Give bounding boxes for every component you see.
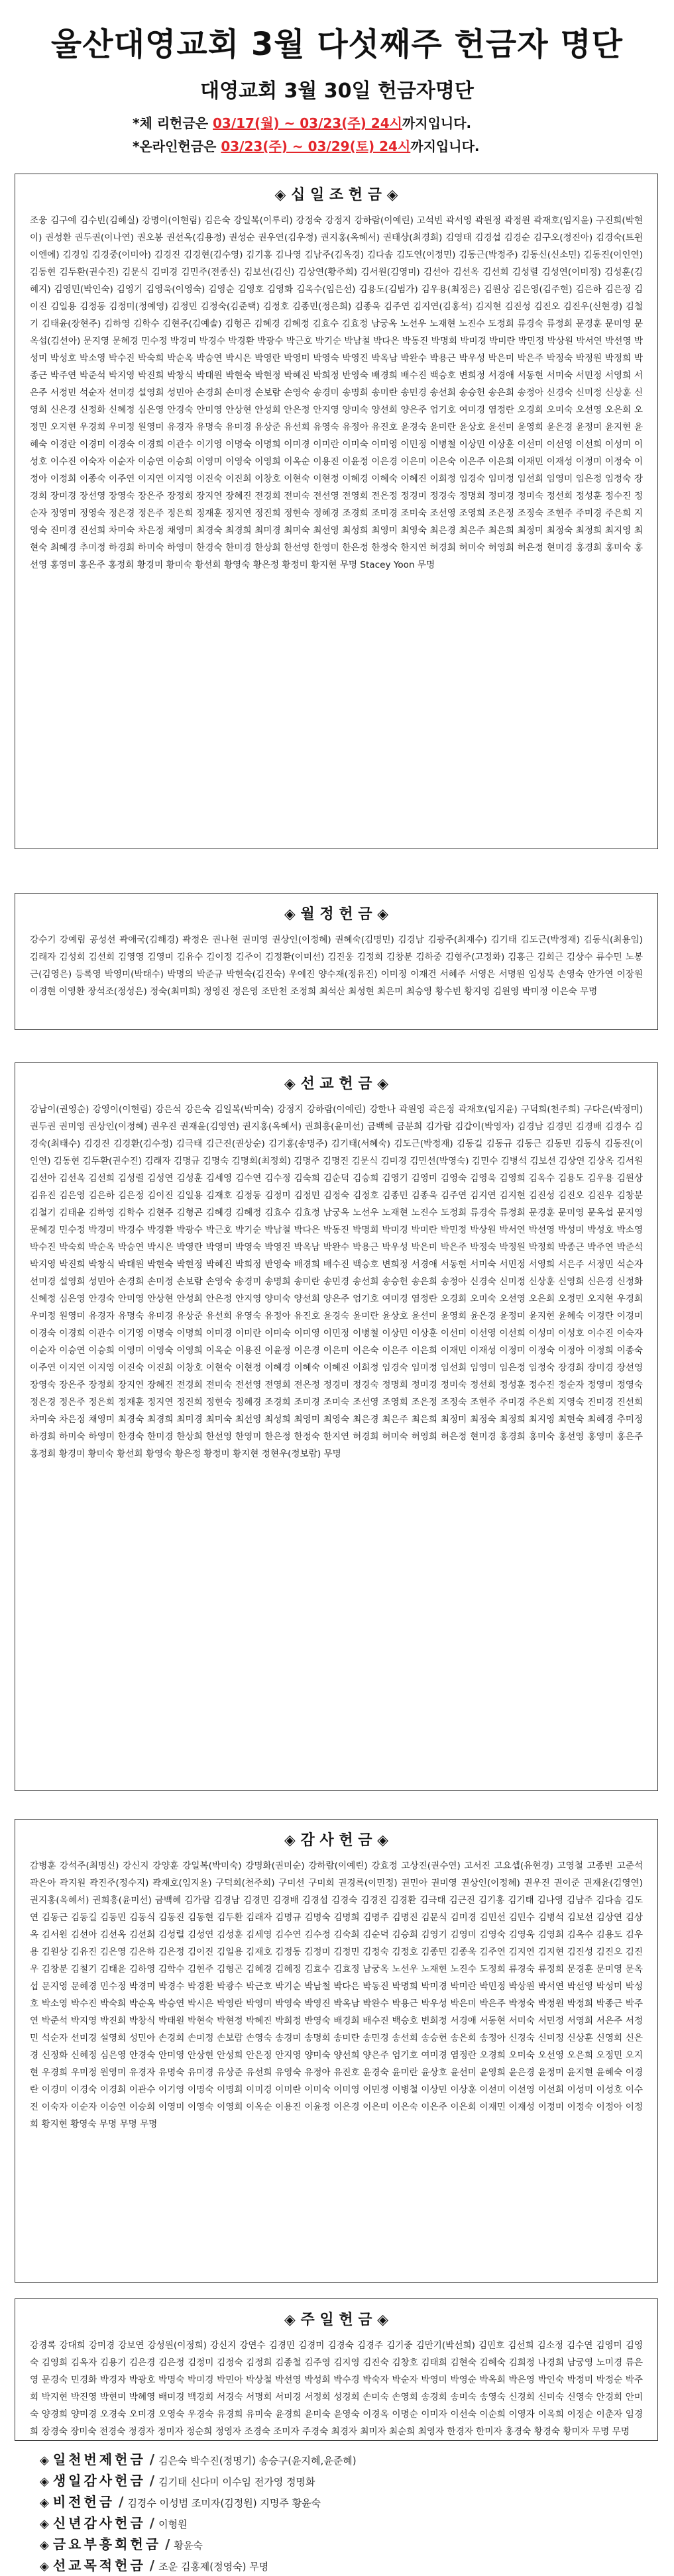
mission-title: ◈ 선 교 헌 금 ◈: [284, 1076, 389, 1092]
other-offering-row: [40, 2491, 636, 2512]
other-offering-names: 황윤숙: [174, 2540, 203, 2551]
notice1-prefix: *체 리헌금은: [133, 115, 213, 131]
other-offering-names: 조운 김홍제(정영숙) 무명: [158, 2561, 269, 2573]
tithe-section: [15, 174, 658, 849]
notice2-range: 03/23(주) ~ 03/29(토) 24시: [221, 138, 411, 154]
tithe-title: ◈ 십 일 조 헌 금 ◈: [274, 187, 398, 203]
separator: /: [149, 2473, 155, 2489]
separator: /: [149, 2451, 155, 2467]
notice1-suffix: 까지입니다.: [402, 115, 472, 131]
notice1-range: 03/17(월) ~ 03/23(주) 24시: [213, 115, 402, 131]
tithe-names: 조웅 김구예 김수빈(김혜실) 강명이(이현림) 김은숙 강일복(이루리) 강정숙 강정지 강하람(이예린) 고석빈 곽서영 곽원정 곽정원 곽재호(임지윤) 구진희(박현이) 권성환 권두권(이나연) 권오봉 권선옥(김용정) 권성순 권우연(김우정) 권지홍(옥혜서) 권태상(최경희) 김영태 김경섭 김경순 김구오(정진아) 김경숙(트윈이엔에) 김경임 김경중(이미아) 김경진 김경현(김수영) 김기홍 김나영 김남주(김옥경) 김다솜 김도연(이정민) 김동근(박정주) 김동신(신소민) 김동진(이인연) 김동현 김두환(권수진) 김문식 김미경 김민주(전종신) 김보선(김신) 김상연(황주희) 김서원(김영미) 김선아 김선옥 김선희 김성렬 김성연(이미정) 김성훈(김혜지) 김영민(박인숙) 김영기 김영욱(이영숙) 김영순 김영호 김영화 김옥수(임은선) 김용도(김범가) 김우용(최정은) 김원상 김은영(김주현) 김은하 김은정 김이진 김일용 김정동 김정미(정예영) 김정민 김정숙(김준택) 김정호 김종민(정은희) 김종욱 김주연 김지연(김홍석) 김지현 김진성 김진오 김진우(신현경) 김철기 김태윤(장현주) 김하영 김학수 김현주(김예솔) 김형곤 김혜경 김혜정 김효수 김효정 남궁옥 노선우 노재현 노진수 도정희 류경숙 류정희 문경훈 문미영 문옥섭(김선아) 문지영 문혜경 민수정 박경미 박경수 박경환 박광수 박근호 박기순 박남철 박다은 박동진 박명희 박미경 박미란 박민정 박상원 박서연 박선영 박성미 박성호 박소영 박수진 박숙희 박순옥 박승연 박시은 박영란 박영미 박영숙 박영진 박옥남 박완수 박용근 박우성 박은미 박은주 박정숙 박정원 박정희 박종근 박주연 박준석 박지영 박진희 박창식 박태원 박현숙 박현정 박혜진 박희정 반영숙 배경희 배수진 백승호 변희정 서경애 서동현 서미숙 서민정 서영희 서은주 서정민 석순자 선미경 설영희 성민아 손경희 손미정 손보람 손영숙 송경미 송명희 송미란 송민경 송선희 송승헌 송은희 송정아 신경숙 신미정 신상훈 신영희 신은경 신정화 신혜정 심은영 안경숙 안미영 안상현 안성희 안은정 안지영 양미숙 양선희 양은주 엄기호 여미경 염정란 오경희 오미숙 오선영 오은희 오정민 오지현 우경희 우미정 원영미 유경자 유명숙 유미경 유상준 유선희 유영숙 유정아 유진호 윤경숙 윤미란 윤상호 윤선미 윤영희 윤은경 윤정미 윤지현 윤혜숙 이경란 이경미 이경숙 이경희 이관수 이기영 이명숙 이명희 이미경 이미란 이미숙 이미영 이민정 이병철 이상민 이상훈 이선미 이선영 이선희 이성미 이성호 이수진 이숙자 이순자 이승연 이승희 이영미 이영숙 이영희 이옥순 이용진 이윤정 이은경 이은미 이은숙 이은주 이은희 이재민 이재성 이정미 이정숙 이정아 이정희 이종숙 이주연 이지연 이지영 이진숙 이진희 이창호 이현숙 이현정 이혜경 이혜숙 이혜진 이희정 임경숙 임미정 임선희 임영미 임은정 임정숙 장경희 장미경 장선영 장영숙 장은주 장정희 장지연 장혜진 전경희 전미숙 전선영 전영희 전은정 정경미 정경숙 정명희 정미경 정미숙 정선희 정성훈 정수진 정순자 정영미 정영숙 정은경 정은주 정은희 정재훈 정지연 정진희 정현숙 정혜경 조경희 조미경 조미숙 조선영 조영희 조은정 조정숙 조현주 주미경 주은희 지영숙 진미경 진선희 차미숙 차은정 채영미 최경숙 최경희 최미경 최미숙 최선영 최성희 최영미 최영숙 최은경 최은주 최은희 최정미 최정숙 최정희 최지영 최현숙 최혜경 추미정 하경희 하미숙 하영미 한경숙 한미경 한상희 한선영 한영미 한은정 한정숙 한지연 허경희 허미숙 허영희 허은정 현미경 홍경희 홍미숙 홍선영 홍영미 홍은주 홍정희 황경미 황미숙 황선희 황영숙 황은정 황정미 황지현 무명 Stacey Yoon 무명: [30, 215, 643, 570]
page-title: 울산대영교회 3월 다섯째주 헌금자 명단: [50, 26, 624, 63]
monthly-section: [15, 893, 658, 1030]
other-offering-label: 생일감사헌금: [52, 2473, 146, 2489]
notice2-prefix: *온라인헌금은: [133, 138, 221, 154]
other-offering-row: [40, 2449, 636, 2470]
sunday-names: 강경록 강대희 강미경 강보연 강성원(이정희) 강신지 강연수 김경민 김경미 김경숙 김경주 김기중 김만기(박선희) 김민호 김선희 김소정 김수연 김영미 김영숙 김영희 김옥자 김용기 김은경 김은정 김정미 김정숙 김정희 김종철 김주영 김지영 김진숙 김창호 김태희 김현숙 김혜숙 김희정 나경희 남궁영 노미경 류은영 문경숙 민경화 박경자 박광호 박명숙 박미경 박민아 박상철 박선영 박성희 박수경 박숙자 박순자 박영미 박영순 박옥희 박은영 박인숙 박정미 박정순 박주희 박지현 박진영 박현미 박혜영 배미경 백경희 서경숙 서명희 서미경 서정희 성경희 손미숙 손영희 송경희 송미숙 송영숙 신경희 신미숙 신영숙 안경희 안미숙 양경희 양미경 오경숙 오미경 오영숙 우경숙 유경희 유미숙 윤경희 윤미숙 윤영숙 이경옥 이명순 이미자 이선숙 이순희 이영자 이옥희 이정순 이춘자 임경희 장경숙 장미숙 전경숙 정경자 정미자 정순희 정영자 조경숙 조미자 주경숙 최경자 최미자 최순희 최영자 한경자 한미자 홍경숙 황경숙 황미자 무명 무명: [30, 2340, 643, 2437]
other-offering-row: [40, 2555, 636, 2576]
other-offering-names: 이형원: [158, 2518, 188, 2530]
sunday-section: [15, 2298, 658, 2441]
monthly-names: 강수기 강예림 공성선 곽애국(김해경) 곽정은 권나현 권미영 권상인(이정혜) 권혜숙(김명민) 김경남 김광주(최재수) 김기태 김도근(박정재) 김동식(최용임) 김래자 김성희 김선희 김영영 김영미 김유수 김이정 김주이 김정환(이미선) 김진웅 김정희 김창분 김하중 김형주(고정화) 김홍근 김희근 김상수 류수민 노봉근(김영은) 등록영 박영미(박태수) 박명의 박준규 박현숙(김진숙) 우예진 양수재(정유진) 이미정 이재건 서혜주 서영은 서명원 임성묵 손영숙 안가연 이장원 이경현 이영환 장석조(정성은) 정숙(최미희) 정영진 정은영 조만천 조정희 최석산 최성현 최은미 최승영 황수빈 황지영 김원영 박미정 이은숙 무명: [30, 935, 643, 997]
separator: /: [165, 2536, 170, 2552]
other-offering-names: 김은숙 박수진(정명기) 송승구(윤지혜,윤준혜): [158, 2455, 357, 2467]
diamond-icon: ◈: [40, 2559, 49, 2573]
other-offering-row: [40, 2512, 636, 2534]
thanks-title: ◈ 감 사 헌 금 ◈: [284, 1832, 389, 1849]
other-offering-label: 금요부흥회헌금: [52, 2536, 162, 2552]
other-offering-label: 신년감사헌금: [52, 2515, 146, 2531]
other-offering-label: 비전헌금: [52, 2494, 115, 2510]
other-offering-label: 일천번제헌금: [52, 2451, 146, 2467]
monthly-title: ◈ 월 정 헌 금 ◈: [284, 906, 389, 923]
diamond-icon: ◈: [40, 2517, 49, 2531]
thanks-names: 감병훈 강석주(최명신) 강신지 강양훈 강일복(박미숙) 강명화(권미순) 강하람(이예린) 강효정 고상진(권수연) 고서진 고요셉(유현경) 고영철 고종빈 고준석 곽은아 곽지원 곽진주(정수지) 곽재호(임지윤) 구덕희(천주희) 구미선 구미희 권경록(이민정) 권민아 권미영 권상인(이정혜) 권우진 권이준 권재윤(김영연) 권지홍(옥혜서) 권희흥(윤미선) 금백혜 김가람 김경남 김경민 김경배 김경섭 김경숙 김경진 김경환 김극태 김근진 김기홍 김기태 김나영 김남주 김다솜 김도연 김동근 김동길 김동민 김동식 김동진 김동현 김두환 김래자 김명규 김명숙 김명희 김명주 김명진 김문식 김미경 김민선 김민수 김병석 김보선 김상연 김상옥 김서원 김선아 김선옥 김선희 김성렬 김성연 김성훈 김세영 김수연 김수정 김숙희 김순덕 김승희 김영기 김영미 김영숙 김영욱 김영희 김옥수 김용도 김우용 김원상 김유진 김은영 김은하 김은정 김이진 김일용 김재호 김정동 김정미 김정민 김정숙 김정호 김종민 김종욱 김주연 김지연 김지현 김진성 김진오 김진우 김창분 김철기 김태윤 김하영 김학수 김현주 김형곤 김혜경 김혜정 김효수 김효정 남궁옥 노선우 노재현 노진수 도정희 류경숙 류정희 문경훈 문미영 문옥섭 문지영 문혜경 민수정 박경미 박경수 박경환 박광수 박근호 박기순 박남철 박다은 박동진 박명희 박미경 박미란 박민정 박상원 박서연 박선영 박성미 박성호 박소영 박수진 박숙희 박순옥 박승연 박시은 박영란 박영미 박영숙 박영진 박옥남 박완수 박용근 박우성 박은미 박은주 박정숙 박정원 박정희 박종근 박주연 박준석 박지영 박진희 박창식 박태원 박현숙 박현정 박혜진 박희정 반영숙 배경희 배수진 백승호 변희정 서경애 서동현 서미숙 서민정 서영희 서은주 서정민 석순자 선미경 설영희 성민아 손경희 손미정 손보람 손영숙 송경미 송명희 송미란 송민경 송선희 송승헌 송은희 송정아 신경숙 신미정 신상훈 신영희 신은경 신정화 신혜정 심은영 안경숙 안미영 안상현 안성희 안은정 안지영 양미숙 양선희 양은주 엄기호 여미경 염정란 오경희 오미숙 오선영 오은희 오정민 오지현 우경희 우미정 원영미 유경자 유명숙 유미경 유상준 유선희 유영숙 유정아 유진호 윤경숙 윤미란 윤상호 윤선미 윤영희 윤은경 윤정미 윤지현 윤혜숙 이경란 이경미 이경숙 이경희 이관수 이기영 이명숙 이명희 이미경 이미란 이미숙 이미영 이민정 이병철 이상민 이상훈 이선미 이선영 이선희 이성미 이성호 이수진 이숙자 이순자 이승연 이승희 이영미 이영숙 이영희 이옥순 이용진 이윤정 이은경 이은미 이은숙 이은주 이은희 이재민 이재성 이정미 이정숙 이정아 이정희 황지현 황영숙 무명 무명 무명: [30, 1861, 643, 2130]
other-offering-row: [40, 2534, 636, 2555]
mission-names: 강남이(권영순) 강영이(이현림) 강은석 강은숙 김일복(박미숙) 강정지 강하람(이예린) 강한나 곽원영 곽은정 곽재호(임지윤) 구덕희(천주희) 구다은(박정미) 권두권 권미영 권상인(이정혜) 권우진 권재윤(김영연) 권지홍(옥혜서) 권희흥(윤미선) 금백혜 금분희 김가람 김갑이(박영자) 김경남 김경민 김경배 김경수 김경숙(최태수) 김경진 김경환(김수정) 김극태 김근진(권상순) 김기홍(송명주) 김기태(서혜숙) 김도근(박정재) 김동길 김동규 김동근 김동민 김동식 김동진(이인연) 김동현 김두환(권수진) 김래자 김명규 김명숙 김명희(최정희) 김명주 김명진 김문식 김미경 김민선(박영숙) 김민수 김병석 김보선 김상연 김상옥 김서원 김선아 김선옥 김선희 김성렬 김성연 김성훈 김세영 김수연 김수정 김숙희 김순덕 김승희 김영기 김영미 김영숙 김영욱 김영희 김옥수 김용도 김우용 김원상 김유진 김은영 김은하 김은정 김이진 김일용 김재호 김정동 김정미 김정민 김정숙 김정호 김종민 김종욱 김주연 김지연 김지현 김진성 김진오 김진우 김창분 김철기 김태윤 김하영 김학수 김현주 김형곤 김혜경 김혜정 김효수 김효정 남궁옥 노선우 노재현 노진수 도정희 류경숙 류정희 문경훈 문미영 문옥섭 문지영 문혜경 민수정 박경미 박경수 박경환 박광수 박근호 박기순 박남철 박다은 박동진 박명희 박미경 박미란 박민정 박상원 박서연 박선영 박성미 박성호 박소영 박수진 박숙희 박순옥 박승연 박시은 박영란 박영미 박영숙 박영진 박옥남 박완수 박용근 박우성 박은미 박은주 박정숙 박정원 박정희 박종근 박주연 박준석 박지영 박진희 박창식 박태원 박현숙 박현정 박혜진 박희정 반영숙 배경희 배수진 백승호 변희정 서경애 서동현 서미숙 서민정 서영희 서은주 서정민 석순자 선미경 설영희 성민아 손경희 손미정 손보람 손영숙 송경미 송명희 송미란 송민경 송선희 송승헌 송은희 송정아 신경숙 신미정 신상훈 신영희 신은경 신정화 신혜정 심은영 안경숙 안미영 안상현 안성희 안은정 안지영 양미숙 양선희 양은주 엄기호 여미경 염정란 오경희 오미숙 오선영 오은희 오정민 오지현 우경희 우미정 원영미 유경자 유명숙 유미경 유상준 유선희 유영숙 유정아 유진호 윤경숙 윤미란 윤상호 윤선미 윤영희 윤은경 윤정미 윤지현 윤혜숙 이경란 이경미 이경숙 이경희 이관수 이기영 이명숙 이명희 이미경 이미란 이미숙 이미영 이민정 이병철 이상민 이상훈 이선미 이선영 이선희 이성미 이성호 이수진 이숙자 이순자 이승연 이승희 이영미 이영숙 이영희 이옥순 이용진 이윤정 이은경 이은미 이은숙 이은주 이은희 이재민 이재성 이정미 이정숙 이정아 이정희 이종숙 이주연 이지연 이지영 이진숙 이진희 이창호 이현숙 이현정 이혜경 이혜숙 이혜진 이희정 임경숙 임미정 임선희 임영미 임은정 임정숙 장경희 장미경 장선영 장영숙 장은주 장정희 장지연 장혜진 전경희 전미숙 전선영 전영희 전은정 정경미 정경숙 정명희 정미경 정미숙 정선희 정성훈 정수진 정순자 정영미 정영숙 정은경 정은주 정은희 정재훈 정지연 정진희 정현숙 정혜경 조경희 조미경 조미숙 조선영 조영희 조은정 조정숙 조현주 주미경 주은희 지영숙 진미경 진선희 차미숙 차은정 채영미 최경숙 최경희 최미경 최미숙 최선영 최성희 최영미 최영숙 최은경 최은주 최은희 최정미 최정숙 최정희 최지영 최현숙 최혜경 추미정 하경희 하미숙 하영미 한경숙 한미경 한상희 한선영 한영미 한은정 한정숙 한지연 허경희 허미숙 허영희 허은정 현미경 홍경희 홍미숙 홍선영 홍영미 홍은주 홍정희 황경미 황미숙 황선희 황영숙 황은정 황정미 황지현 정현우(정보람) 무명: [30, 1104, 643, 1459]
notice2-suffix: 까지입니다.: [410, 138, 480, 154]
diamond-icon: ◈: [40, 2496, 49, 2510]
other-offering-names: 김경수 이성범 조미자(김정원) 지명주 황윤숙: [127, 2497, 321, 2509]
separator: /: [149, 2557, 155, 2573]
other-offering-label: 선교목적헌금: [52, 2557, 146, 2573]
diamond-icon: ◈: [40, 2538, 49, 2552]
thanks-section: [15, 1819, 658, 2283]
other-offering-names: 김기태 신다미 이수임 전가영 정명화: [158, 2476, 315, 2488]
notice-online-offering: [133, 136, 596, 155]
sunday-title: ◈ 주 일 헌 금 ◈: [284, 2312, 389, 2328]
separator: /: [119, 2494, 124, 2510]
diamond-icon: ◈: [40, 2453, 49, 2467]
page-subtitle: 대영교회 3월 30일 헌금자명단: [200, 79, 474, 103]
mission-section: [15, 1062, 658, 1791]
diamond-icon: ◈: [40, 2475, 49, 2489]
other-offerings-list: [40, 2449, 636, 2576]
separator: /: [149, 2515, 155, 2531]
other-offering-row: [40, 2470, 636, 2491]
notice-check-offering: [133, 113, 596, 132]
